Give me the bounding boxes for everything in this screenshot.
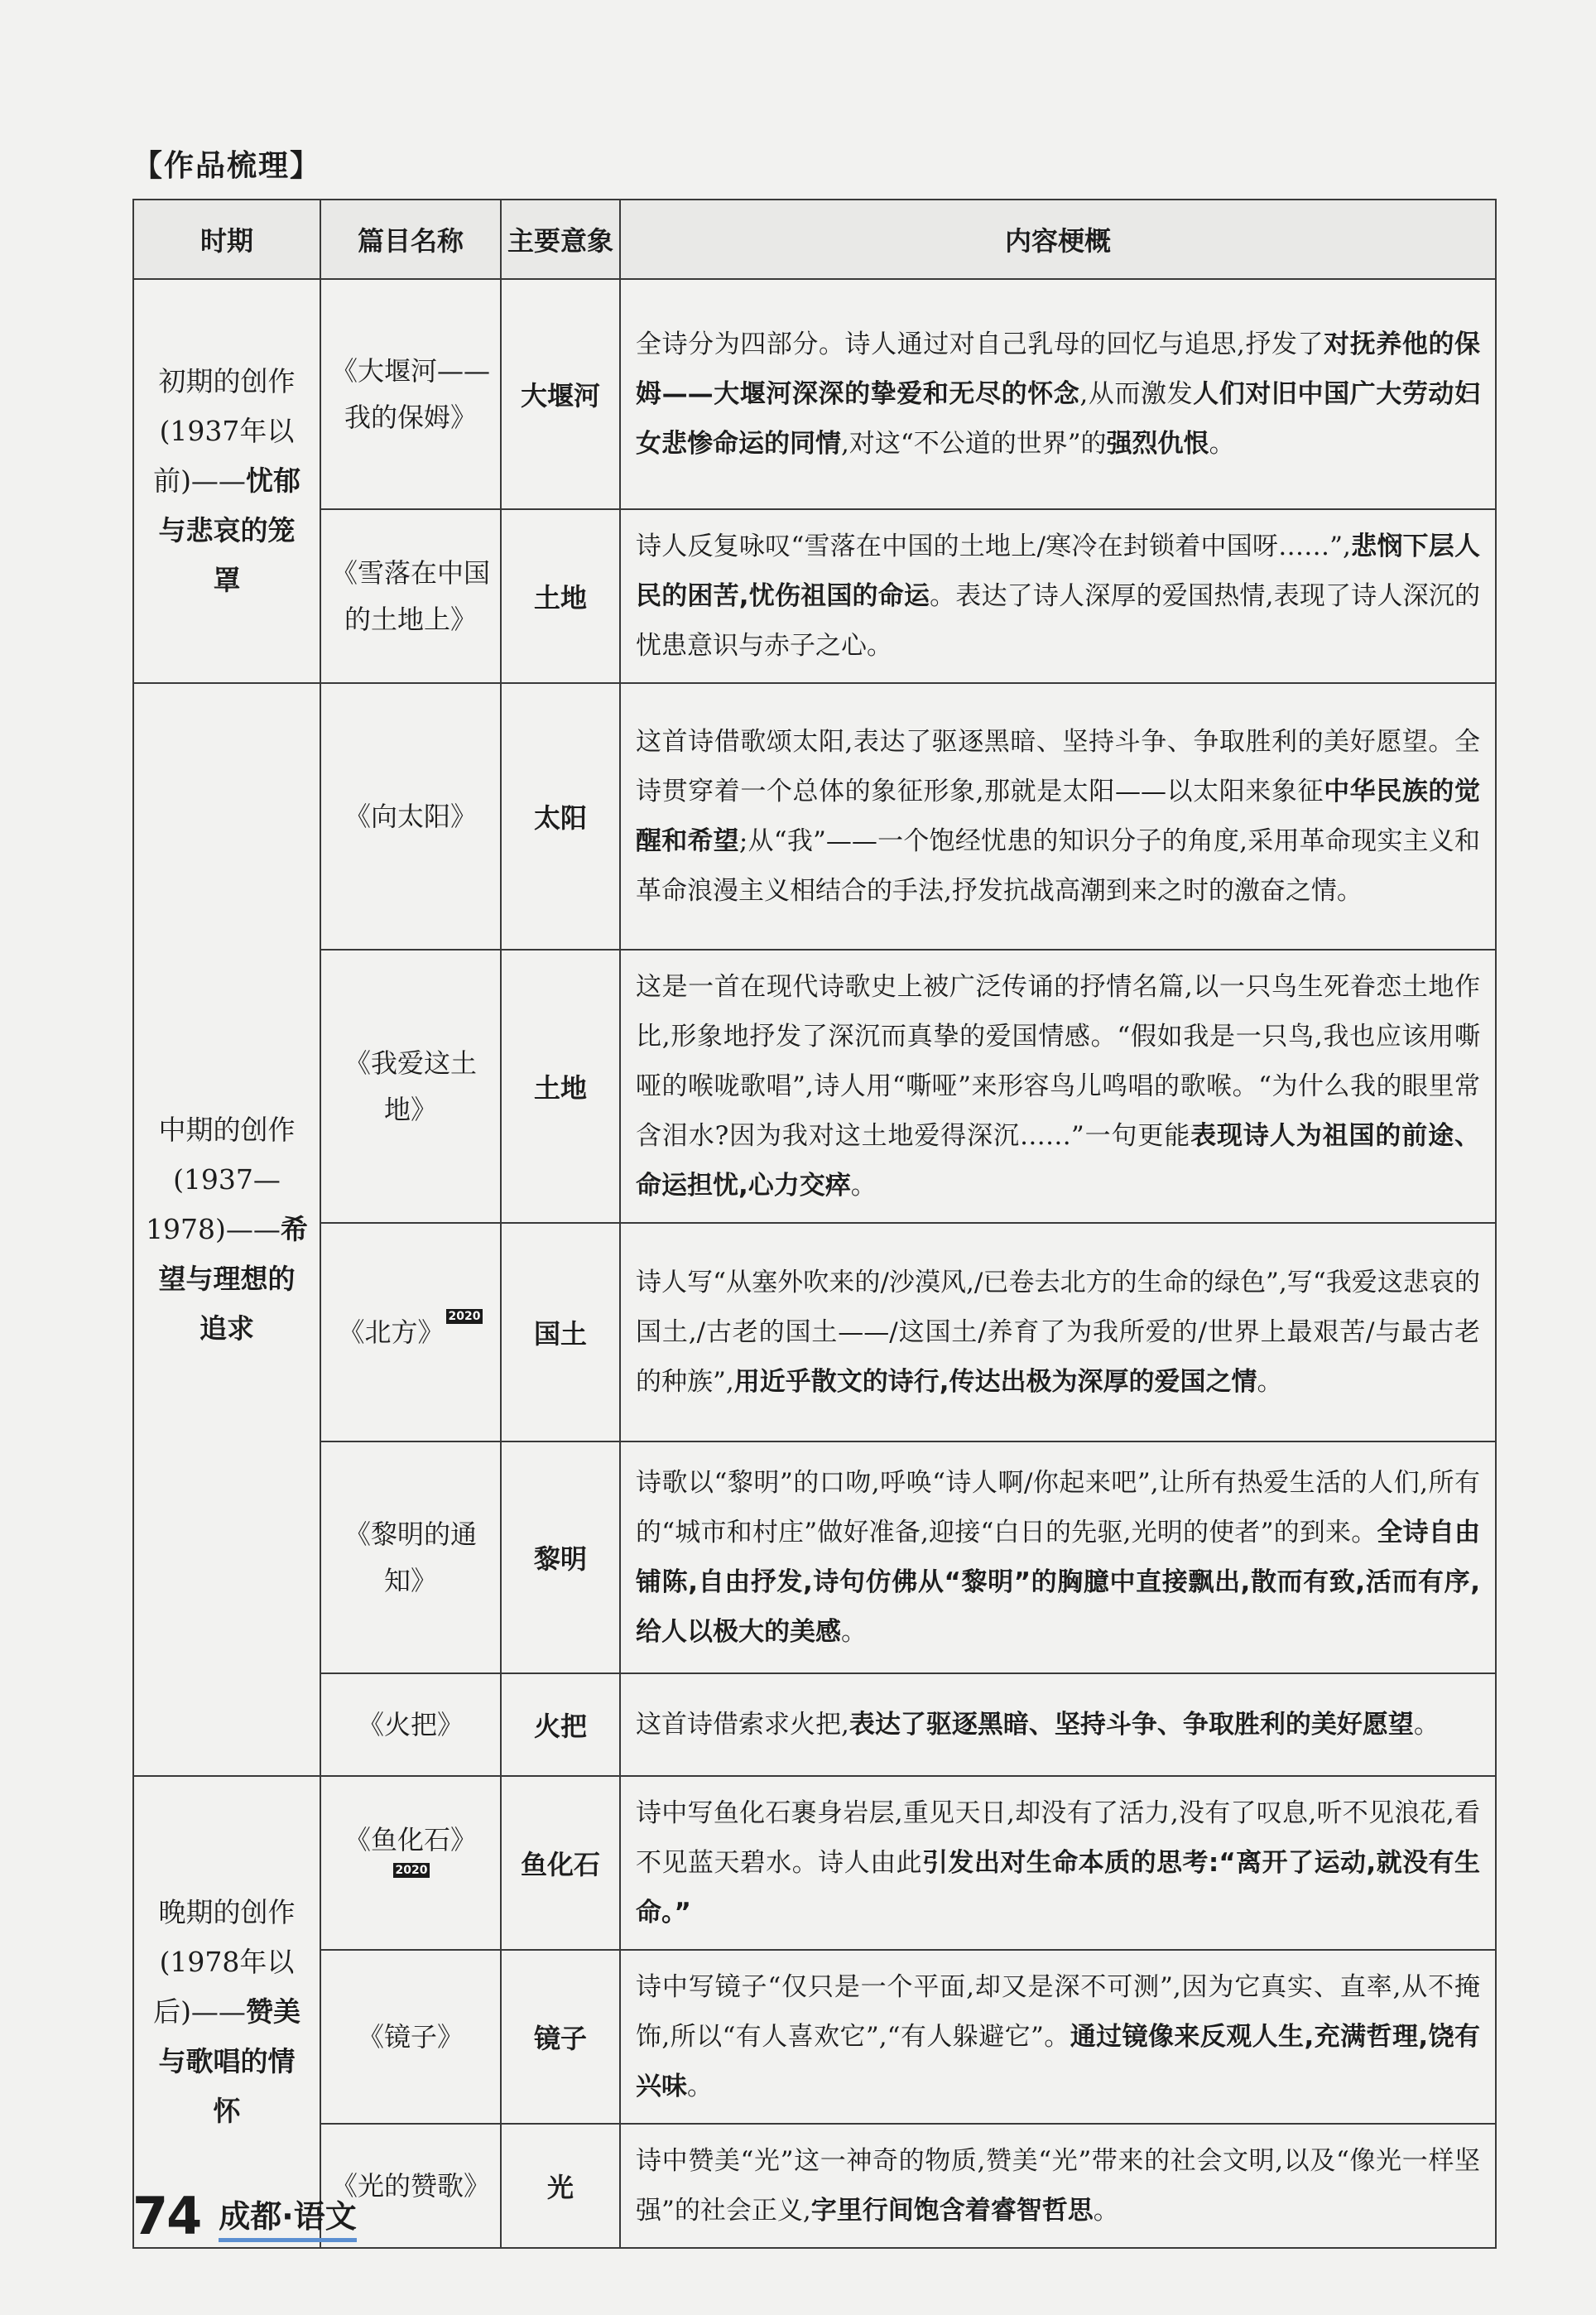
- work-summary: 这首诗借索求火把,表达了驱逐黑暗、坚持斗争、争取胜利的美好愿望。: [620, 1673, 1496, 1776]
- work-image: 黎明: [501, 1441, 620, 1673]
- table-row: [133, 1223, 1496, 1441]
- work-summary: 诗中写镜子“仅只是一个平面,却又是深不可测”,因为它真实、直率,从不掩饰,所以“有人喜欢它”,“有人躲避它”。通过镜像来反观人生,充满哲理,饶有兴味。: [620, 1950, 1496, 2124]
- work-summary: 这是一首在现代诗歌史上被广泛传诵的抒情名篇,以一只鸟生死眷恋土地作比,形象地抒发了深沉而真挚的爱国情感。“假如我是一只鸟,我也应该用嘶哑的喉咙歌唱”,诗人用“嘶哑”来形容鸟儿鸣唱的歌喉。“为什么我的眼里常含泪水?因为我对这土地爱得深沉……”一句更能表现诗人为祖国的前途、命运担忧,心力交瘁。: [620, 950, 1496, 1223]
- table-row: [133, 279, 1496, 509]
- table-row: [133, 1441, 1496, 1673]
- table-row: [133, 509, 1496, 683]
- table-row: [133, 1776, 1496, 1950]
- work-summary: 诗歌以“黎明”的口吻,呼唤“诗人啊/你起来吧”,让所有热爱生活的人们,所有的“城市和村庄”做好准备,迎接“白日的先驱,光明的使者”的到来。全诗自由铺陈,自由抒发,诗句仿佛从“黎明”的胸臆中直接飘出,散而有致,活而有序,给人以极大的美感。: [620, 1441, 1496, 1673]
- period-label: 初期的创作(1937年以前)——: [153, 365, 296, 497]
- period-cell: [133, 279, 320, 683]
- table-row: [133, 1950, 1496, 2124]
- work-title: 《镜子》: [320, 1950, 501, 2124]
- work-title: 《光的赞歌》: [320, 2124, 501, 2248]
- work-title: 《我爱这土地》: [320, 950, 501, 1223]
- work-title: 《黎明的通知》: [320, 1441, 501, 1673]
- table-header-row: [133, 200, 1496, 279]
- work-summary: 这首诗借歌颂太阳,表达了驱逐黑暗、坚持斗争、争取胜利的美好愿望。全诗贯穿着一个总体的象征形象,那就是太阳——以太阳来象征中华民族的觉醒和希望;从“我”——一个饱经忧患的知识分子的角度,采用革命现实主义和革命浪漫主义相结合的手法,抒发抗战高潮到来之时的激奋之情。: [620, 683, 1496, 950]
- work-summary: 全诗分为四部分。诗人通过对自己乳母的回忆与追思,抒发了对抚养他的保姆——大堰河深深的挚爱和无尽的怀念,从而激发人们对旧中国广大劳动妇女悲惨命运的同情,对这“不公道的世界”的强烈仇恨。: [620, 279, 1496, 509]
- page-footer: [132, 2186, 357, 2246]
- year-badge: 2020: [446, 1309, 483, 1324]
- section-title: 【作品梳理】: [132, 149, 322, 183]
- header-image: 主要意象: [501, 200, 620, 279]
- work-summary: 诗中写鱼化石裹身岩层,重见天日,却没有了活力,没有了叹息,听不见浪花,看不见蓝天碧水。诗人由此引发出对生命本质的思考:“离开了运动,就没有生命。”: [620, 1776, 1496, 1950]
- work-image: 太阳: [501, 683, 620, 950]
- work-image: 土地: [501, 950, 620, 1223]
- work-image: 土地: [501, 509, 620, 683]
- header-summary: 内容梗概: [620, 200, 1496, 279]
- period-theme: 希望与理想的追求: [158, 1213, 308, 1345]
- year-badge: 2020: [393, 1863, 430, 1878]
- period-theme: 赞美与歌唱的情怀: [158, 1995, 300, 2127]
- header-period: 时期: [133, 200, 320, 279]
- work-title: 《火把》: [320, 1673, 501, 1776]
- work-summary: 诗人反复咏叹“雪落在中国的土地上/寒冷在封锁着中国呀……”,悲悯下层人民的困苦,忧伤祖国的命运。表达了诗人深厚的爱国热情,表现了诗人深沉的忧患意识与赤子之心。: [620, 509, 1496, 683]
- work-title: 《向太阳》: [320, 683, 501, 950]
- work-summary: 诗中赞美“光”这一神奇的物质,赞美“光”带来的社会文明,以及“像光一样坚强”的社会正义,字里行间饱含着睿智哲思。: [620, 2124, 1496, 2248]
- work-image: 光: [501, 2124, 620, 2248]
- work-summary: 诗人写“从塞外吹来的/沙漠风,/已卷去北方的生命的绿色”,写“我爱这悲哀的国土,/古老的国土——/这国土/养育了为我所爱的/世界上最艰苦/与最古老的种族”,用近乎散文的诗行,传达出极为深厚的爱国之情。: [620, 1223, 1496, 1441]
- table-row: [133, 950, 1496, 1223]
- period-label: 中期的创作(1937—1978)——: [146, 1114, 296, 1245]
- book-title: 成都·语文: [219, 2191, 356, 2242]
- work-title: 《鱼化石》2020: [320, 1776, 501, 1950]
- work-image: 鱼化石: [501, 1776, 620, 1950]
- work-image: 国土: [501, 1223, 620, 1441]
- page-number: 74: [132, 2186, 201, 2246]
- work-title: 《雪落在中国的土地上》: [320, 509, 501, 683]
- table-row: [133, 683, 1496, 950]
- period-label: 晚期的创作(1978年以后)——: [153, 1896, 296, 2028]
- period-cell: [133, 1776, 320, 2248]
- header-title: 篇目名称: [320, 200, 501, 279]
- work-image: 镜子: [501, 1950, 620, 2124]
- period-theme: 忧郁与悲哀的笼罩: [158, 464, 300, 596]
- period-cell: [133, 683, 320, 1776]
- work-image: 大堰河: [501, 279, 620, 509]
- work-image: 火把: [501, 1673, 620, 1776]
- work-title: 《大堰河——我的保姆》: [320, 279, 501, 509]
- table-row: [133, 1673, 1496, 1776]
- works-table: [132, 199, 1497, 2249]
- work-title: 《北方》 2020: [320, 1223, 501, 1441]
